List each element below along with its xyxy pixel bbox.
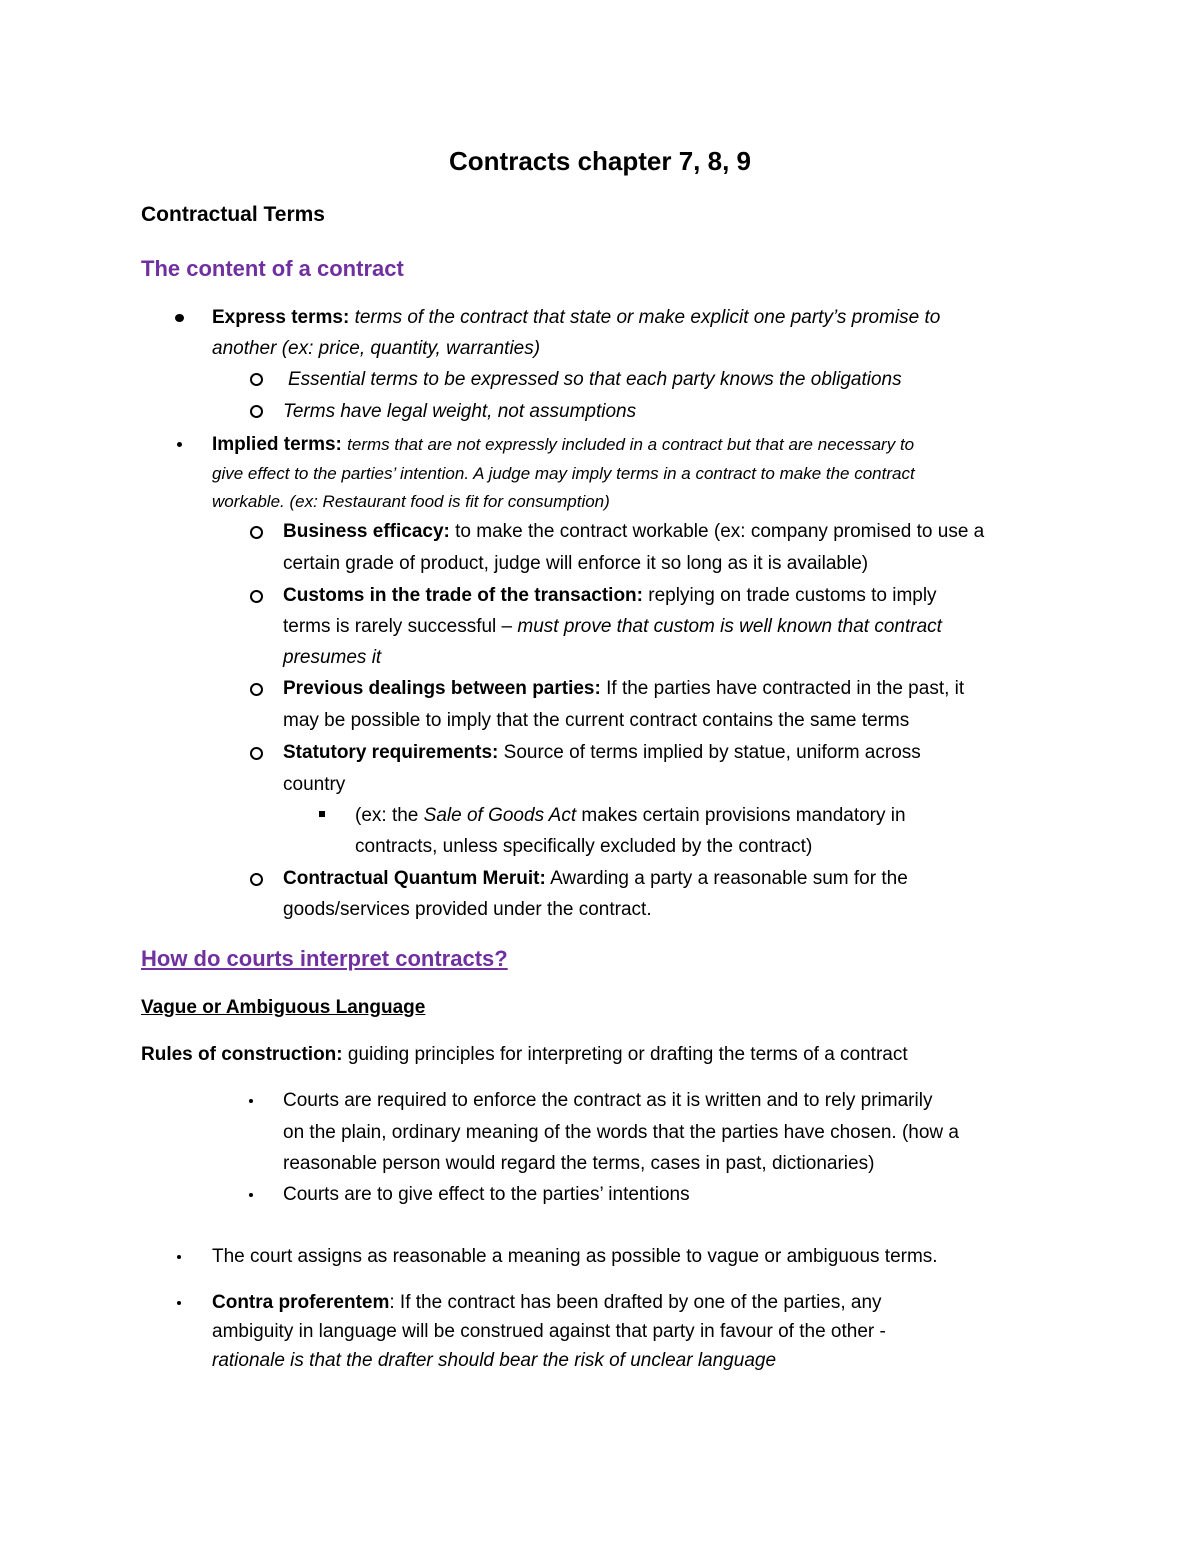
bullet-icon xyxy=(175,314,184,322)
express-sub1: Essential terms to be expressed so that each party knows the obligations xyxy=(288,369,902,390)
section-heading-contractual-terms: Contractual Terms xyxy=(141,203,325,226)
statutory-line2: country xyxy=(283,774,346,795)
customs-line1: Customs in the trade of the transaction: replying on trade customs to imply xyxy=(283,585,937,606)
previous-dealings-line1: Previous dealings between parties: If the parties have contracted in the past, it xyxy=(283,678,965,699)
square-bullet-icon xyxy=(319,811,325,817)
bullet-icon xyxy=(177,1301,181,1305)
express-terms-line2: another (ex: price, quantity, warranties) xyxy=(212,338,541,359)
customs-line3: presumes it xyxy=(283,647,382,668)
rules-bullet1-line1: Courts are required to enforce the contract as it is written and to rely primarily xyxy=(283,1090,933,1111)
quantum-meruit-line1: Contractual Quantum Meruit: Awarding a party a reasonable sum for the xyxy=(283,868,908,889)
bullet-icon xyxy=(177,442,182,447)
circle-bullet-icon xyxy=(250,373,263,386)
rules-bullet1-line2: on the plain, ordinary meaning of the words that the parties have chosen. (how a xyxy=(283,1122,959,1143)
court-assigns: The court assigns as reasonable a meaning as possible to vague or ambiguous terms. xyxy=(212,1246,938,1267)
contra-proferentem-line2: ambiguity in language will be construed against that party in favour of the other - xyxy=(212,1321,886,1342)
circle-bullet-icon xyxy=(250,590,263,603)
bullet-icon xyxy=(249,1193,253,1197)
express-terms-line1: Express terms: terms of the contract that state or make explicit one party’s promise to xyxy=(212,307,941,328)
statutory-sub-line1: (ex: the Sale of Goods Act makes certain provisions mandatory in xyxy=(355,805,906,826)
business-efficacy-line1: Business efficacy: to make the contract workable (ex: company promised to use a xyxy=(283,521,985,542)
business-efficacy-line2: certain grade of product, judge will enforce it so long as it is available) xyxy=(283,553,869,574)
subsection-heading-interpret: How do courts interpret contracts? xyxy=(141,946,508,971)
vague-heading: Vague or Ambiguous Language xyxy=(141,997,426,1018)
express-sub2: Terms have legal weight, not assumptions xyxy=(283,401,637,422)
bullet-icon xyxy=(249,1099,253,1103)
page-title: Contracts chapter 7, 8, 9 xyxy=(449,146,751,176)
circle-bullet-icon xyxy=(250,873,263,886)
rules-bullet1-line3: reasonable person would regard the terms, cases in past, dictionaries) xyxy=(283,1153,875,1174)
rules-of-construction: Rules of construction: guiding principles for interpreting or drafting the terms of a contract xyxy=(141,1044,908,1065)
rules-bullet2: Courts are to give effect to the parties’ intentions xyxy=(283,1184,690,1205)
implied-terms-line1: Implied terms: terms that are not expressly included in a contract but that are necessary to xyxy=(212,434,915,455)
circle-bullet-icon xyxy=(250,405,263,418)
subsection-heading-content: The content of a contract xyxy=(141,256,404,281)
quantum-meruit-line2: goods/services provided under the contract. xyxy=(283,899,652,920)
bullet-icon xyxy=(177,1255,181,1259)
circle-bullet-icon xyxy=(250,683,263,696)
statutory-line1: Statutory requirements: Source of terms implied by statue, uniform across xyxy=(283,742,921,763)
circle-bullet-icon xyxy=(250,747,263,760)
circle-bullet-icon xyxy=(250,526,263,539)
implied-terms-line3: workable. (ex: Restaurant food is fit for consumption) xyxy=(212,492,610,511)
customs-line2: terms is rarely successful – must prove that custom is well known that contract xyxy=(283,616,942,637)
contra-proferentem-line1: Contra proferentem: If the contract has been drafted by one of the parties, any xyxy=(212,1292,882,1313)
previous-dealings-line2: may be possible to imply that the current contract contains the same terms xyxy=(283,710,910,731)
implied-terms-line2: give effect to the parties’ intention. A judge may imply terms in a contract to make the contract xyxy=(212,464,915,483)
contra-proferentem-line3: rationale is that the drafter should bear the risk of unclear language xyxy=(212,1350,777,1371)
statutory-sub-line2: contracts, unless specifically excluded by the contract) xyxy=(355,836,813,857)
